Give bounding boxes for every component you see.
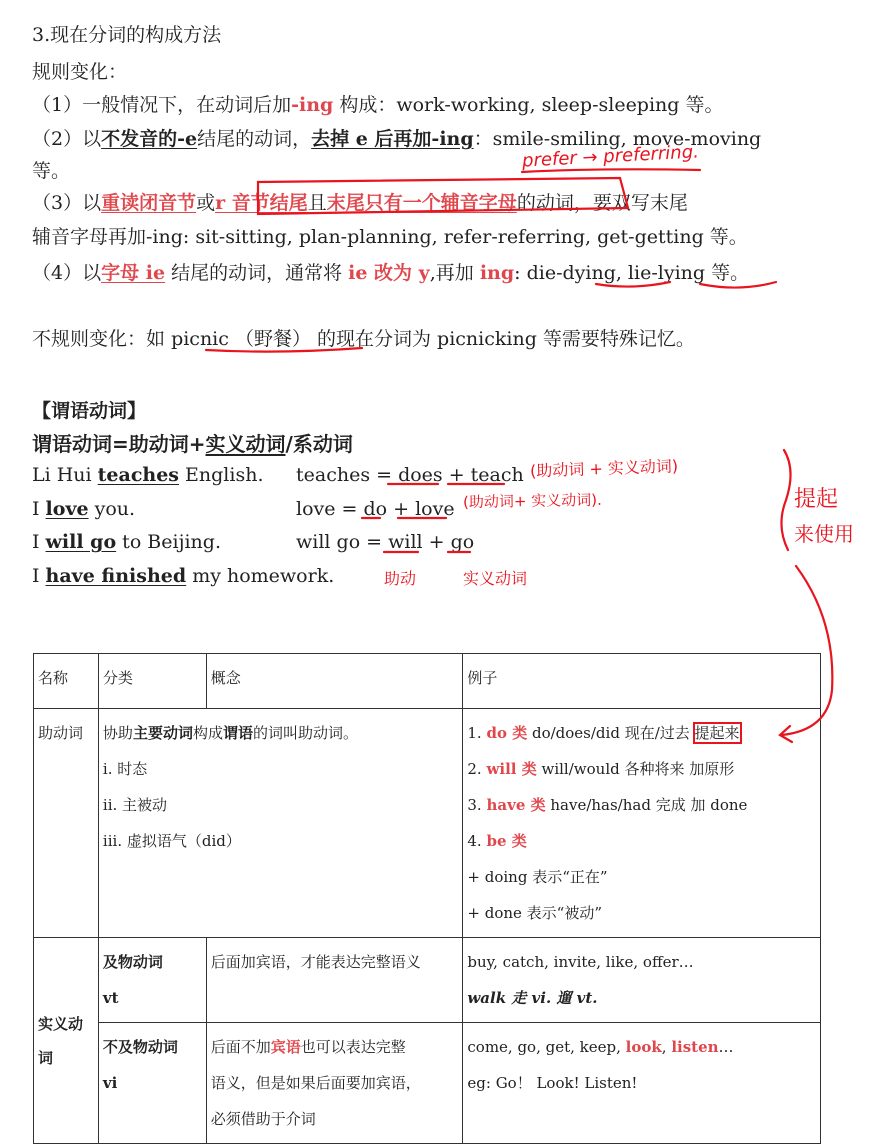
silent-e: 不发音的-e	[101, 128, 198, 150]
rule-text: 结尾的动词，通常将	[171, 262, 343, 284]
example-sentence: Li Hui teaches English.	[32, 464, 264, 486]
boxed-note: 提起来	[694, 724, 740, 742]
picnic-word: picnic	[171, 328, 229, 350]
vi-category: 不及物动词 vi	[98, 1023, 206, 1144]
handwritten-note: (助动词+ 实义动词).	[462, 490, 602, 512]
table-header: 分类	[98, 654, 206, 709]
table-header-row	[34, 654, 821, 709]
verb-table	[33, 653, 821, 1144]
table-row-aux	[34, 709, 821, 938]
example-row	[32, 498, 832, 520]
example-row	[32, 464, 832, 486]
irregular-text: 不规则变化：如	[32, 328, 166, 350]
ing-suffix: -ing	[291, 94, 334, 116]
example-equation: love = do + love	[296, 498, 455, 520]
rule-text: 且	[307, 192, 327, 214]
handwritten-side-note: 提起	[794, 487, 839, 512]
rule-text: 以	[82, 128, 102, 150]
rule-num: （3）	[32, 192, 83, 214]
example-equation: will go = will + go	[296, 531, 475, 553]
regular-heading: 规则变化：	[32, 61, 128, 83]
rule-text: : die-dying, lie-lying 等。	[514, 262, 750, 284]
table-row-vt	[34, 938, 821, 1023]
vt-category: 及物动词 vt	[98, 938, 206, 1023]
rule-text: 以	[82, 262, 102, 284]
handwritten-prefer-note: prefer → preferring.	[521, 141, 700, 172]
handwritten-note: (助动词 + 实义动词)	[529, 456, 679, 481]
table-header: 名称	[34, 654, 99, 709]
example-row	[32, 565, 832, 587]
remove-e: 去掉 e 后再加-ing	[311, 128, 474, 150]
rule-3-cont: 辅音字母再加-ing: sit-sitting, plan-planning, refer-referring, get-getting 等。	[32, 226, 748, 248]
example-sentence: I love you.	[32, 498, 136, 520]
predicate-formula	[32, 428, 353, 457]
handwritten-side-note: 来使用	[794, 522, 854, 546]
rule-text: ：smile-smiling, move-moving	[473, 128, 762, 150]
stressed-closed-syllable: 重读闭音节	[101, 192, 197, 214]
formula-text: 谓语动词=助动词+	[32, 432, 206, 456]
example-equation: teaches = does + teach	[296, 464, 524, 486]
ie-to-y: ie 改为 y	[348, 262, 430, 284]
vi-examples: come, go, get, keep, look, listen… eg: Go！ Look! Listen!	[463, 1023, 821, 1144]
ie-letters: 字母 ie	[101, 262, 166, 284]
ing-suffix: ing	[479, 262, 515, 284]
rule-text: 的动词，要双写末尾	[516, 192, 688, 214]
rule-num: （4）	[32, 262, 83, 284]
rule-4	[32, 258, 749, 285]
rule-text: ,再加	[429, 262, 474, 284]
table-header: 概念	[206, 654, 463, 709]
table-header: 例子	[463, 654, 821, 709]
vt-examples: buy, catch, invite, like, offer… walk 走 vi. 遛 vt.	[463, 938, 821, 1023]
predicate-heading: 【谓语动词】	[32, 400, 147, 422]
vt-concept: 后面加宾语，才能表达完整语义	[206, 938, 463, 1023]
irregular-text: 的现在分词为 picnicking 等需要特殊记忆。	[317, 328, 695, 350]
table-row-vi	[34, 1023, 821, 1144]
rule-2-cont: 等。	[32, 160, 71, 182]
aux-item: i. 时态	[102, 760, 148, 778]
rule-3	[32, 188, 688, 215]
aux-name: 助动词	[34, 709, 99, 938]
formula-text: /系动词	[285, 432, 353, 456]
rule-text: 或	[196, 192, 216, 214]
rule-text: 结尾的动词，	[197, 128, 312, 150]
example-row	[32, 531, 832, 553]
rule-text: 一般情况下，在动词后加	[82, 94, 292, 116]
section-title: 3.现在分词的构成方法	[32, 24, 222, 46]
vi-concept: 后面不加宾语也可以表达完整 语义，但是如果后面要加宾语， 必须借助于介词	[206, 1023, 463, 1144]
aux-concept: 协助主要动词构成谓语的词叫助动词。 i. 时态 ii. 主被动 iii. 虚拟语气（did）	[98, 709, 462, 938]
example-sentence: I will go to Beijing.	[32, 531, 221, 553]
aux-examples: 1. do 类 do/does/did 现在/过去 提起来 2. will 类 will/would 各种将来 加原形 3. have 类 have/has/had 完成 加 done 4. be 类 + doing 表示“正在” + done 表示“被动”	[463, 709, 821, 938]
irregular-line	[32, 324, 695, 351]
one-consonant: 末尾只有一个辅音字母	[326, 192, 517, 214]
rule-1	[32, 90, 724, 117]
r-syllable: r 音节结尾	[215, 192, 308, 214]
rule-num: （1）	[32, 94, 83, 116]
formula-notional: 实义动词	[205, 432, 286, 456]
aux-item: iii. 虚拟语气（did）	[102, 832, 241, 850]
rule-text: 构成：work-working, sleep-sleeping 等。	[339, 94, 724, 116]
handwritten-note: 实义动词	[463, 569, 528, 588]
handwritten-note: 助动	[384, 569, 417, 588]
picnic-gloss: （野餐）	[234, 328, 311, 350]
notional-name: 实义动词	[34, 938, 99, 1144]
rule-num: （2）	[32, 128, 83, 150]
rule-text: 以	[82, 192, 102, 214]
example-sentence: I have finished my homework.	[32, 565, 335, 587]
aux-item: ii. 主被动	[102, 796, 168, 814]
